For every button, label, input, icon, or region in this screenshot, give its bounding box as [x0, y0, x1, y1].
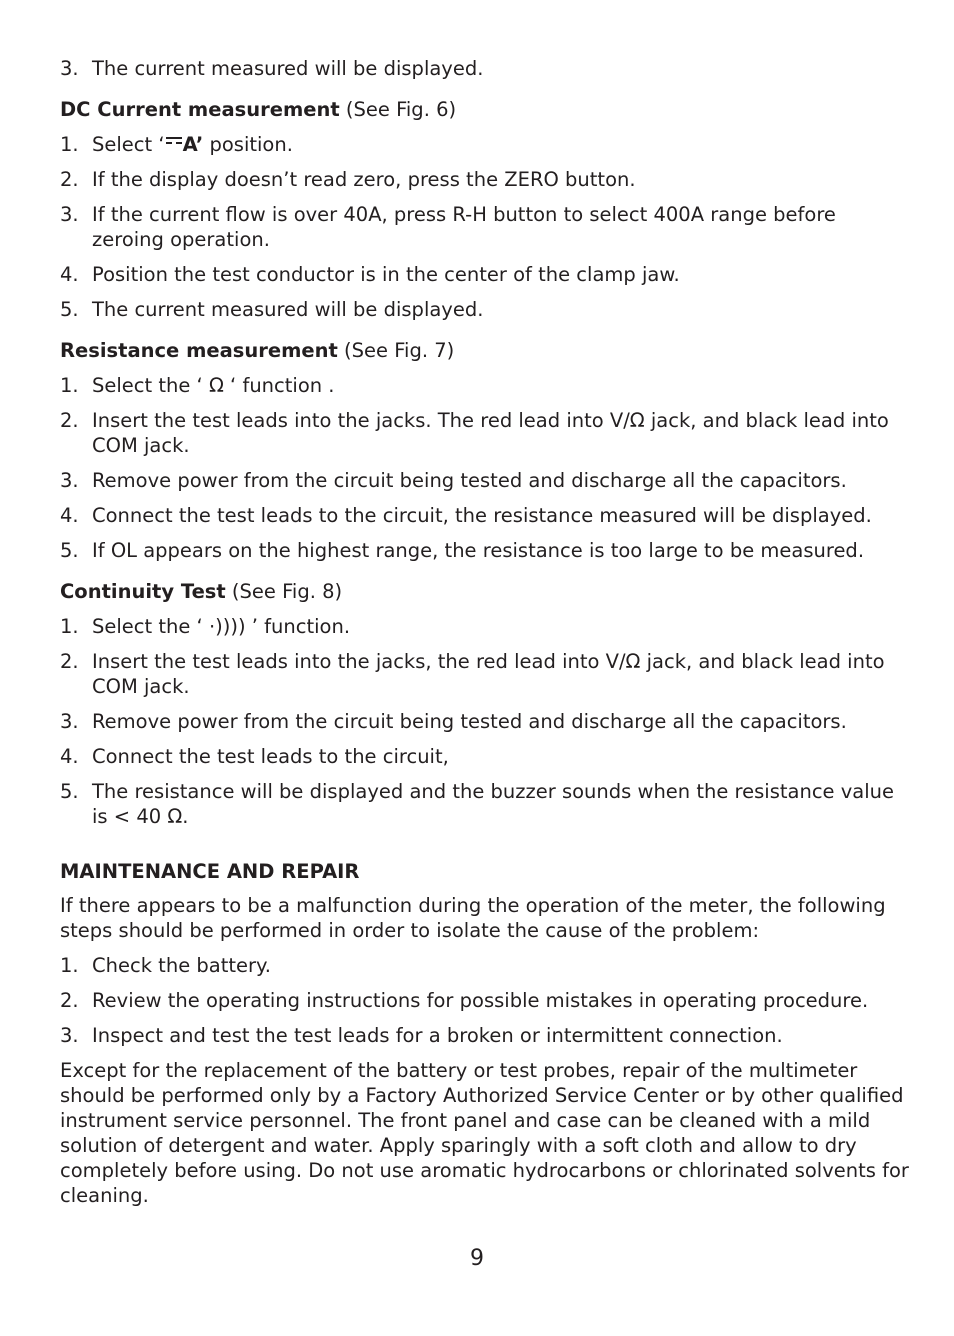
- list-number: 2.: [60, 650, 79, 673]
- list-item: [60, 503, 910, 528]
- list-text: Connect the test leads to the circuit,: [92, 745, 449, 768]
- list-text: Select the ‘ Ω ‘ function .: [92, 374, 335, 397]
- list-text: If OL appears on the highest range, the resistance is too large to be measured.: [92, 539, 865, 562]
- heading-title: Resistance measurement: [60, 339, 338, 362]
- list-number: 1.: [60, 954, 79, 977]
- list-number: 3.: [60, 1024, 79, 1047]
- list-text: The current measured will be displayed.: [92, 57, 484, 80]
- dc-symbol-icon: [166, 137, 182, 147]
- list-text: Inspect and test the test leads for a broken or intermittent connection.: [92, 1024, 783, 1047]
- list-number: 1.: [60, 374, 79, 397]
- list-number: 5.: [60, 298, 79, 321]
- list-number: 3.: [60, 710, 79, 733]
- list-number: 5.: [60, 539, 79, 562]
- list-text: Check the battery.: [92, 954, 271, 977]
- list-text: If the current flow is over 40A, press R-H button to select 400A range before zeroing operation.: [92, 203, 836, 251]
- list-item: [60, 779, 910, 829]
- heading-fig-ref: (See Fig. 7): [337, 339, 455, 362]
- list-text: Insert the test leads into the jacks, the red lead into V/Ω jack, and black lead into COM jack.: [92, 650, 885, 698]
- list-item: [60, 202, 910, 252]
- list-text: Review the operating instructions for possible mistakes in operating procedure.: [92, 989, 869, 1012]
- list-number: 2.: [60, 409, 79, 432]
- list-text: If the display doesn’t read zero, press the ZERO button.: [92, 168, 636, 191]
- list-number: 1.: [60, 133, 79, 156]
- list-item: [60, 132, 910, 157]
- maintenance-closing: Except for the replacement of the battery or test probes, repair of the multimeter should be performed only by a Factory Authorized Service Center or by other qualified instrument service personnel. The front panel and case can be cleaned with a mild solution of detergent and water. Apply sparingly with a soft cloth and allow to dry completely before using. Do not use aromatic hydrocarbons or chlorinated solvents for cleaning.: [60, 1059, 909, 1207]
- heading-title: Continuity Test: [60, 580, 226, 603]
- list-item: [60, 988, 910, 1013]
- list-item: [60, 56, 910, 81]
- list-item: [60, 614, 910, 639]
- section-heading-maintenance: MAINTENANCE AND REPAIR: [60, 860, 360, 883]
- list-number: 4.: [60, 263, 79, 286]
- list-number: 5.: [60, 780, 79, 803]
- page-content: [60, 56, 910, 1218]
- heading-fig-ref: (See Fig. 8): [225, 580, 343, 603]
- list-item: [60, 297, 910, 322]
- list-text-pre: Select ‘: [92, 133, 165, 156]
- list-number: 3.: [60, 203, 79, 226]
- list-item: [60, 649, 910, 699]
- list-text: Remove power from the circuit being tested and discharge all the capacitors.: [92, 469, 847, 492]
- section-heading-dc-current: [60, 97, 910, 122]
- list-text-bold: A’: [182, 133, 204, 156]
- section-heading-resistance: [60, 338, 910, 363]
- list-item: [60, 744, 910, 769]
- list-number: 4.: [60, 504, 79, 527]
- list-item: [60, 408, 910, 458]
- list-item: [60, 1023, 910, 1048]
- list-item: [60, 468, 910, 493]
- list-item: [60, 167, 910, 192]
- list-text: Insert the test leads into the jacks. The red lead into V/Ω jack, and black lead into COM jack.: [92, 409, 889, 457]
- maintenance-intro: If there appears to be a malfunction during the operation of the meter, the following steps should be performed in order to isolate the cause of the problem:: [60, 894, 886, 942]
- page-number: 9: [470, 1246, 484, 1271]
- list-number: 2.: [60, 168, 79, 191]
- list-number: 3.: [60, 469, 79, 492]
- list-text: Remove power from the circuit being tested and discharge all the capacitors.: [92, 710, 847, 733]
- list-text: Connect the test leads to the circuit, the resistance measured will be displayed.: [92, 504, 872, 527]
- list-item: [60, 953, 910, 978]
- heading-title: DC Current measurement: [60, 98, 340, 121]
- list-item: [60, 538, 910, 563]
- list-text: The current measured will be displayed.: [92, 298, 484, 321]
- section-heading-continuity: [60, 579, 910, 604]
- list-text: Position the test conductor is in the center of the clamp jaw.: [92, 263, 680, 286]
- list-number: 3.: [60, 57, 79, 80]
- list-number: 4.: [60, 745, 79, 768]
- heading-fig-ref: (See Fig. 6): [339, 98, 457, 121]
- list-item: [60, 709, 910, 734]
- list-item: [60, 262, 910, 287]
- list-number: 1.: [60, 615, 79, 638]
- list-number: 2.: [60, 989, 79, 1012]
- list-text: Select the ‘ ·)))) ’ function.: [92, 615, 351, 638]
- list-text-post: position.: [203, 133, 293, 156]
- list-item: [60, 373, 910, 398]
- list-text: The resistance will be displayed and the buzzer sounds when the resistance value is < 40 Ω.: [92, 780, 895, 828]
